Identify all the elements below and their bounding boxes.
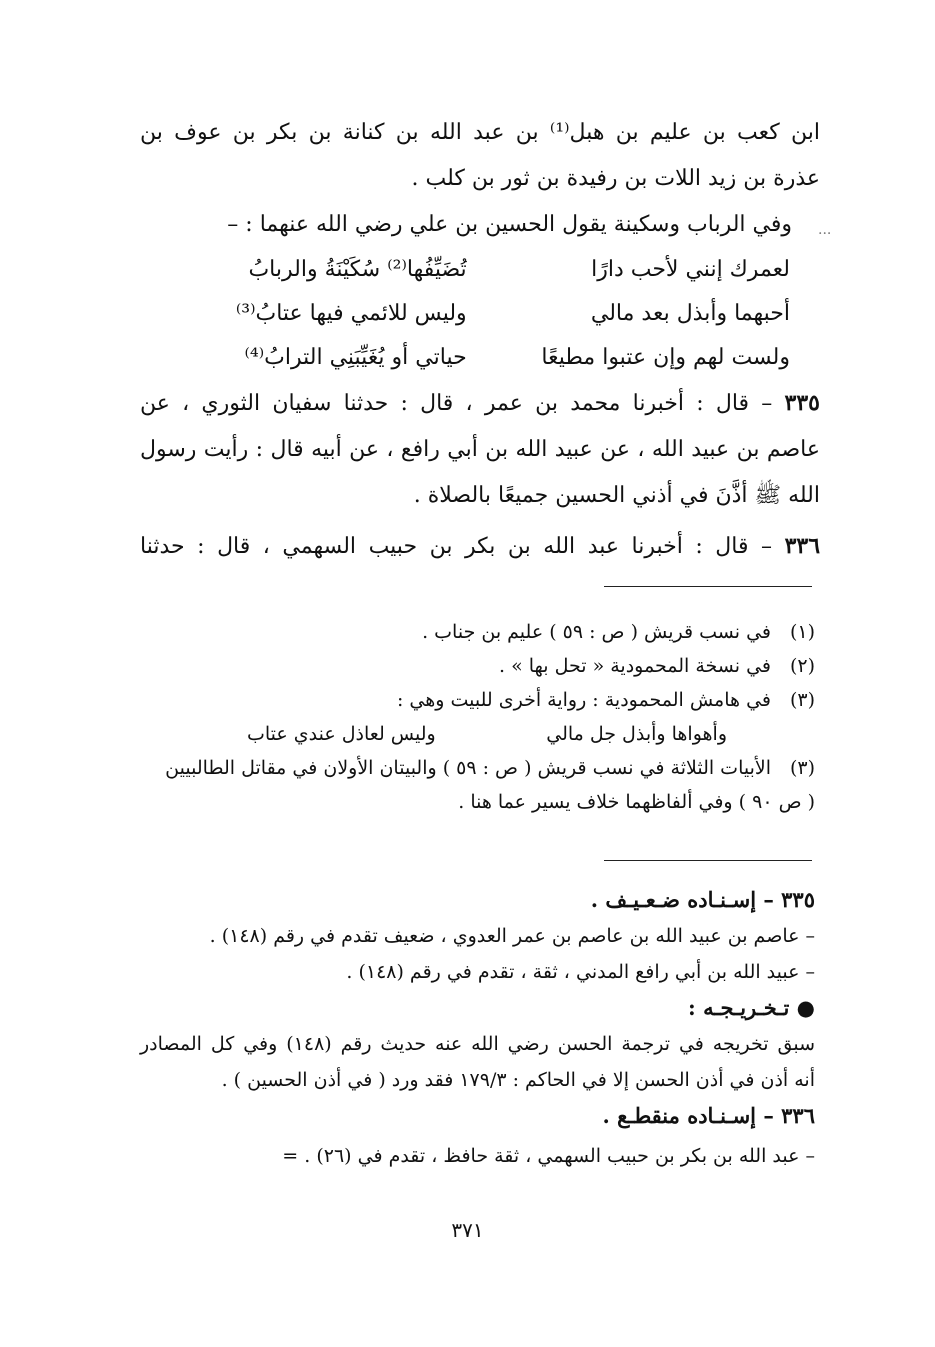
poem — [140, 248, 820, 380]
poem-verse — [140, 292, 820, 336]
takhrij-heading: ● تـخـريـجـه : — [688, 995, 815, 1020]
verse-second-half: تُضَيِّفُها⁽²⁾ سُكَيْنَةُ والربابُ — [248, 257, 467, 282]
footnote-number: (٣) — [789, 689, 815, 711]
hadith-number: ٣٣٥ — [784, 390, 820, 416]
poem-verse — [140, 336, 820, 380]
footnote-separator — [604, 586, 812, 587]
footnote — [120, 751, 815, 785]
verse-first-half: لعمرك إنني لأحب دارًا — [591, 257, 790, 282]
footnote-verse-second-half: وليس لعاذل عندي عتاب — [247, 723, 436, 745]
text-line-3: وفي الرباب وسكينة يقول الحسين بن علي رضي الله عنهما : – — [227, 212, 792, 237]
text-line-1: ابن كعب بن عليم بن هبل⁽¹⁾ بن عبد الله بن كنانة بن بكر بن عوف بن — [140, 120, 820, 145]
text-line-2: عذرة بن زيد اللات بن رفيدة بن ثور بن كلب . — [411, 166, 820, 191]
hadith-336-line-1 — [140, 523, 820, 570]
hadith-text: – قال : أخبرنا محمد بن عمر ، قال : حدثنا سفيان الثوري ، عن — [140, 391, 773, 416]
footnotes — [120, 615, 815, 819]
verse-second-half: حياتي أو يُغَيِّبَنِي الترابُ⁽⁴⁾ — [244, 345, 467, 370]
hadith-text: – قال : أخبرنا عبد الله بن بكر بن حبيب السهمي ، قال : حدثنا — [140, 534, 773, 559]
hadith-335-line-2: عاصم بن عبيد الله ، عن عبيد الله بن أبي رافع ، عن أبيه قال : رأيت رسول — [140, 437, 820, 462]
page-number: ٣٧١ — [451, 1218, 484, 1242]
footnote-continuation: ( ص ٩٠ ) وفي ألفاظهما خلاف يسير عما هنا . — [458, 791, 815, 813]
footnote-number: (١) — [789, 621, 815, 643]
footnote — [120, 615, 815, 649]
footnote-verse-first-half: وأهواها وأبذل جل مالي — [546, 723, 727, 745]
verse-first-half: أحبهما وأبذل بعد مالي — [590, 301, 790, 326]
footnote — [120, 683, 815, 717]
main-text — [140, 110, 820, 570]
commentary-separator — [604, 860, 812, 861]
footnote-text: في نسب قريش ( ص : ٥٩ ) عليم بن جناب . — [422, 621, 771, 643]
commentary-line: – عبيد الله بن أبي رافع المدني ، ثقة ، تقدم في رقم (١٤٨) . — [346, 961, 815, 983]
footnote-text: في نسخة المحمودية « تحل بها » . — [498, 655, 771, 677]
commentary-line: – عبد الله بن بكر بن حبيب السهمي ، ثقة حافظ ، تقدم في (٢٦) . = — [282, 1145, 815, 1167]
poem-verse — [140, 248, 820, 292]
commentary-line: أنه أذن في أذن الحسن إلا في الحاكم : ١٧٩/٣ فقد ورد ( في أذن الحسين ) . — [221, 1069, 815, 1091]
commentary-heading-335: ٣٣٥ – إسـنـاده ضـعـيـف . — [590, 887, 815, 912]
footnote-verse — [247, 717, 727, 751]
hadith-335-line-1 — [140, 380, 820, 427]
hadith-number: ٣٣٦ — [784, 533, 821, 559]
footnote-number: (٢) — [789, 655, 815, 677]
footnote-text: الأبيات الثلاثة في نسب قريش ( ص : ٥٩ ) والبيتان الأولان في مقاتل الطالبيين — [165, 757, 771, 779]
footnote-number: (٣) — [789, 757, 815, 779]
footnote-text: في هامش المحمودية : رواية أخرى للبيت وهي : — [396, 689, 771, 711]
margin-mark: ... — [818, 222, 832, 238]
verse-first-half: ولست لهم وإن عتبوا مطيعًا — [541, 345, 790, 370]
commentary — [140, 882, 815, 1174]
footnote — [120, 649, 815, 683]
verse-second-half: وليس للائمي فيها عتابُ⁽³⁾ — [235, 301, 467, 326]
commentary-line: – عاصم بن عبيد الله بن عاصم بن عمر العدوي ، ضعيف تقدم في رقم (١٤٨) . — [209, 925, 815, 947]
commentary-line: سبق تخريجه في ترجمة الحسن رضي الله عنه حديث رقم (١٤٨) وفي كل المصادر — [140, 1033, 816, 1055]
commentary-heading-336: ٣٣٦ – إسـنـاده منقطـع . — [602, 1103, 815, 1128]
hadith-335-line-3: الله ﷺ أذَّنَ في أذني الحسين جميعًا بالصلاة . — [413, 483, 820, 508]
